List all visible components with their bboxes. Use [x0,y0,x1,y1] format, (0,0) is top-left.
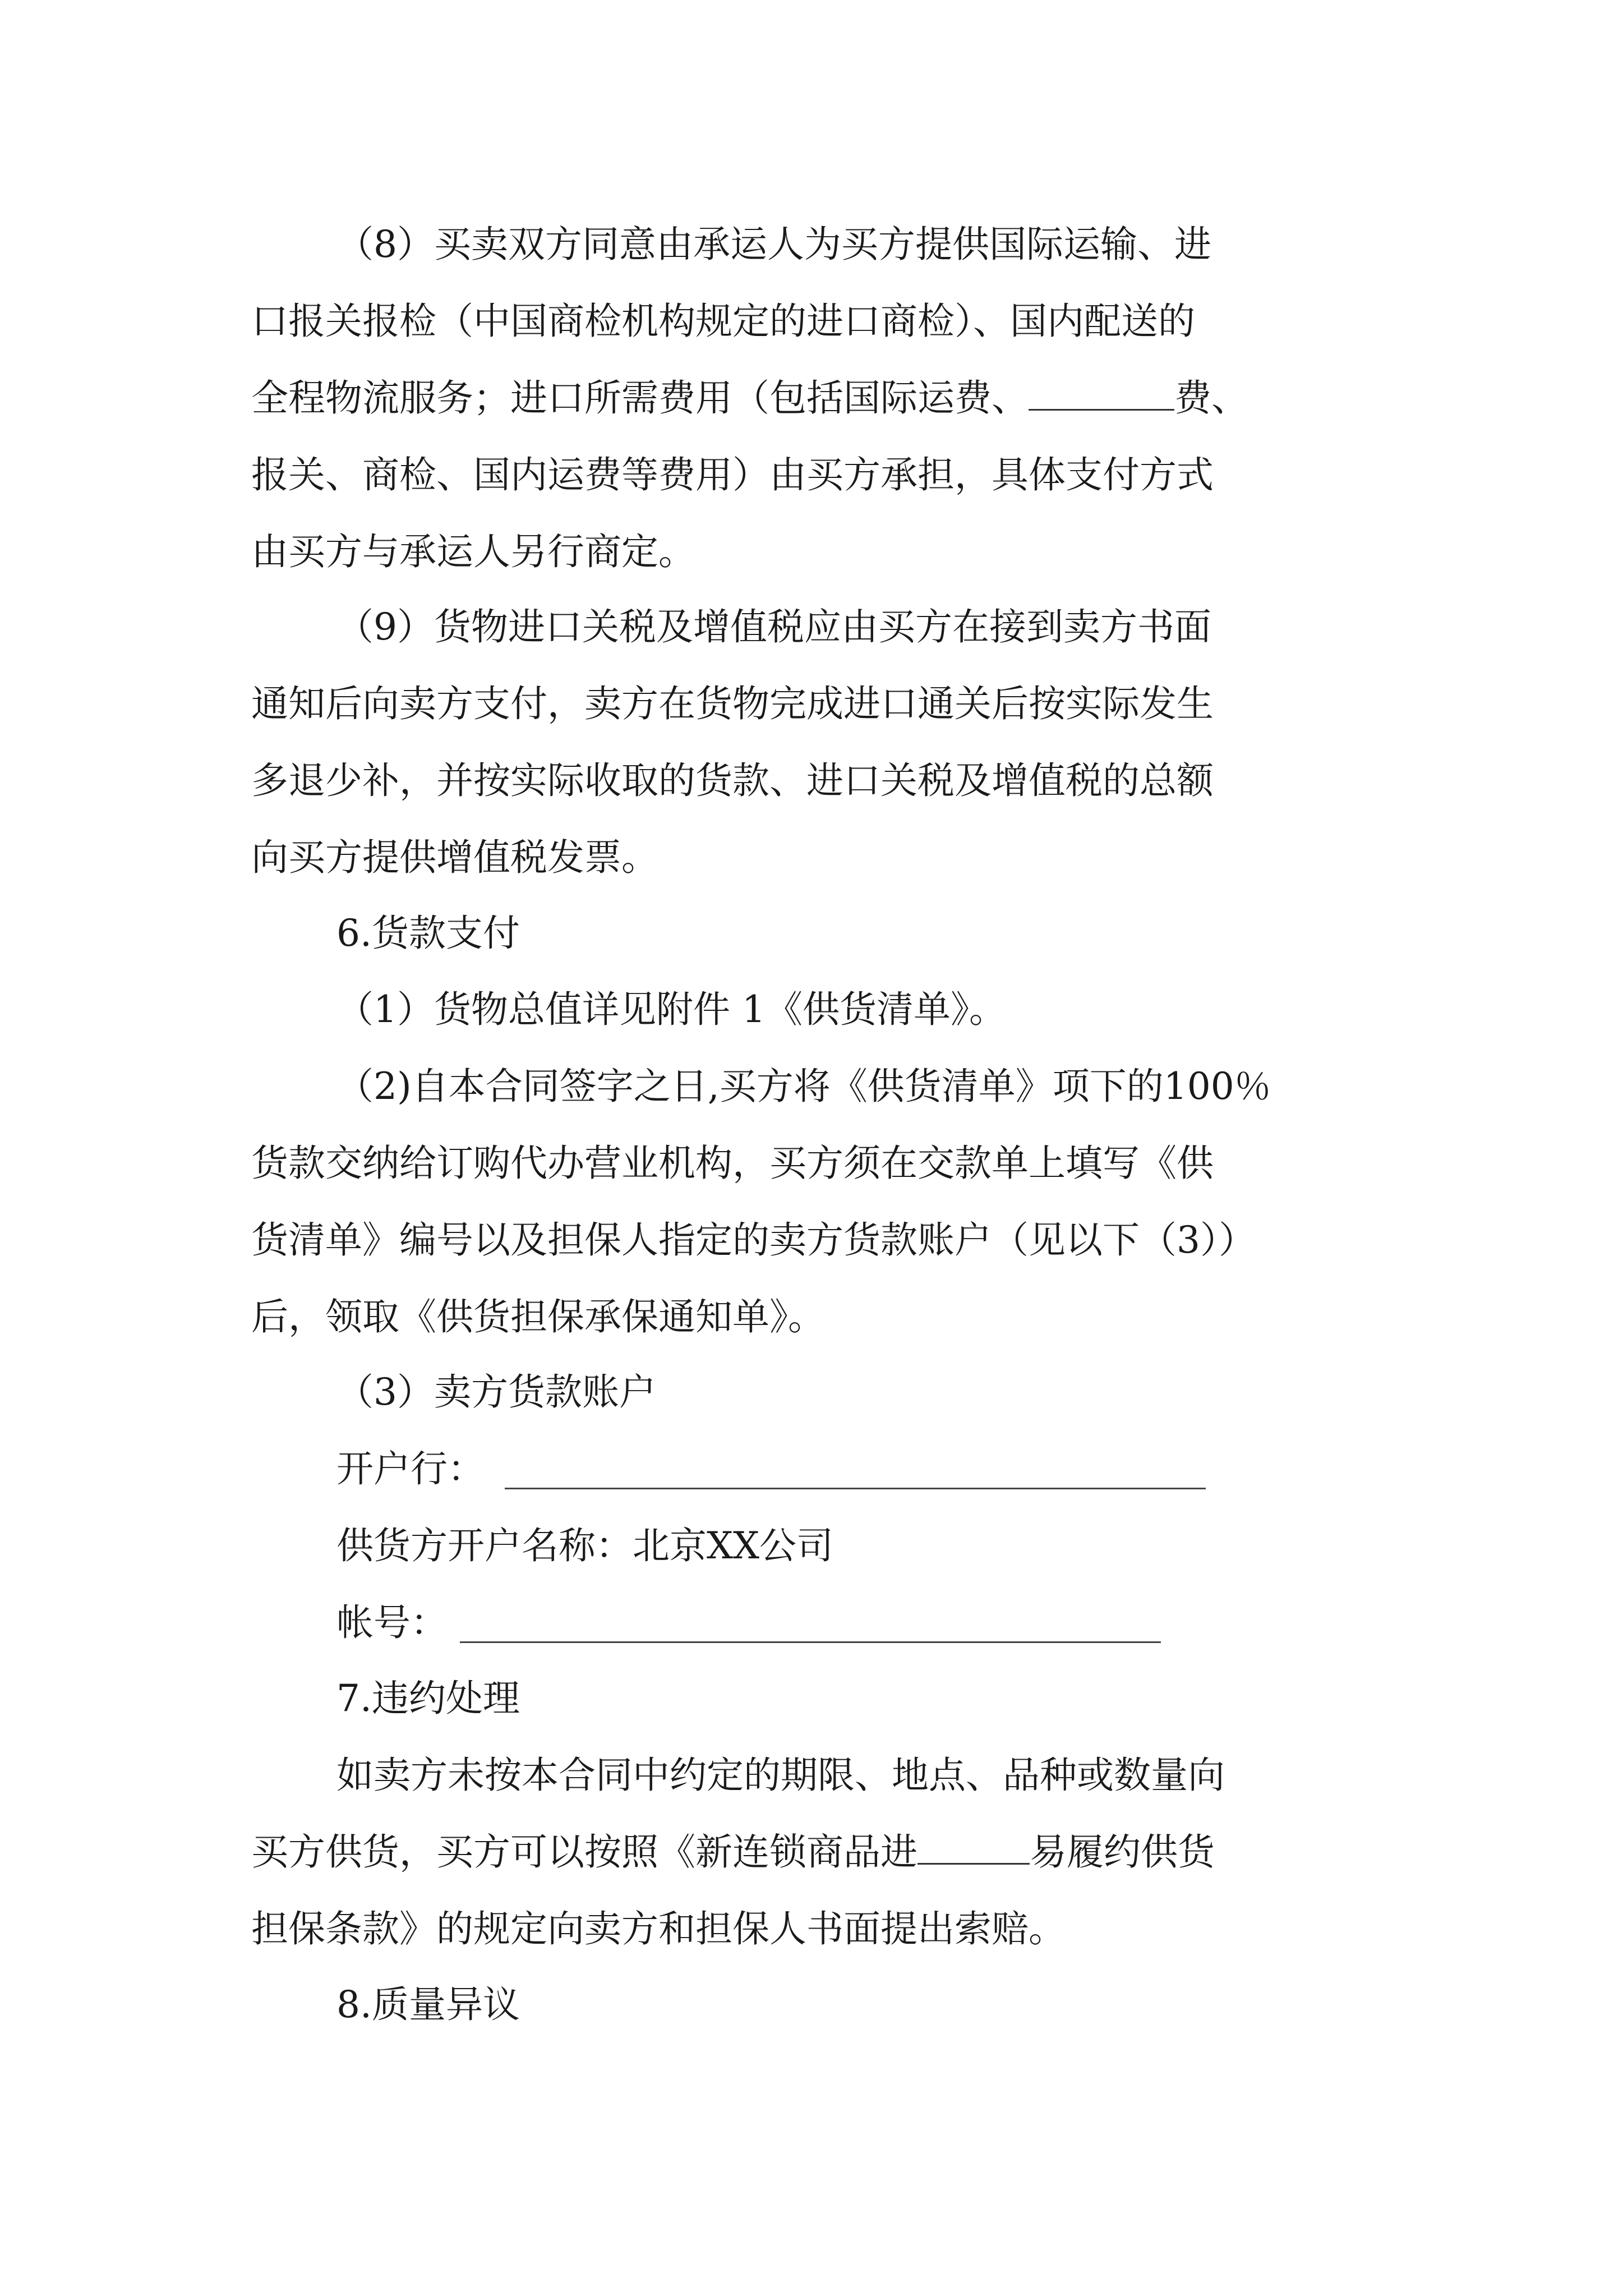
section6-heading: 6.货款支付 [336,912,520,955]
section7-line-1: 如卖方未按本合同中约定的期限、地点、品种或数量向 [336,1754,1225,1797]
account-name-label: 供货方开户名称： [336,1524,633,1567]
item8-line-2: 口报关报检（中国商检机构规定的进口商检）、国内配送的 [251,300,1195,343]
item8-line-5: 由买方与承运人另行商定。 [251,530,695,573]
account-no-label: 帐号： [336,1601,448,1644]
section7-line-2 [251,1825,1215,1879]
item9-line-2: 通知后向卖方支付，卖方在货物完成进口通关后按实际发生 [251,682,1214,725]
item8-line-3-start: 全程物流服务；进口所需费用（包括国际运费、 [251,376,1029,420]
section7-line-3: 担保条款》的规定向卖方和担保人书面提出索赔。 [251,1907,1066,1950]
section7-line-2-end: 易履约供货 [1030,1830,1215,1874]
item8-line-3 [251,371,1248,425]
section6-para-2-line-4: 后，领取《供货担保承保通知单》。 [251,1295,825,1338]
section8-heading: 8.质量异议 [336,1983,520,2026]
section6-para-2-line-3: 货清单》编号以及担保人指定的卖方货款账户（见以下（3）） [251,1218,1256,1262]
section7-heading: 7.违约处理 [336,1677,520,1720]
section6-para-1: （1）货物总值详见附件 1《供货清单》。 [336,988,1006,1031]
section6-para-3: （3）卖方货款账户 [336,1370,656,1414]
section6-para-2-line-1: （2)自本合同签字之日,买方将《供货清单》项下的100％ [336,1065,1271,1108]
bank-field-line [505,1488,1206,1489]
trade-blank [917,1826,1030,1865]
item9-line-1: （9）货物进口关税及增值税应由买方在接到卖方书面 [336,605,1211,648]
section7-line-2-start: 买方供货，买方可以按照《新连锁商品进 [251,1830,917,1874]
item8-line-4: 报关、商检、国内运费等费用）由买方承担，具体支付方式 [251,453,1214,496]
item9-line-3: 多退少补，并按实际收取的货款、进口关税及增值税的总额 [251,759,1214,802]
bank-label: 开户行： [336,1447,485,1490]
fee-blank [1029,372,1174,411]
account-name-row [336,1519,833,1573]
item8-line-3-end: 费、 [1174,376,1248,420]
account-no-field-line [460,1641,1161,1643]
item9-line-4: 向买方提供增值税发票。 [251,836,658,879]
section6-para-2-line-2: 货款交纳给订购代办营业机构，买方须在交款单上填写《供 [251,1142,1214,1185]
account-name-value: 北京XX公司 [633,1524,833,1567]
item8-line-1: （8）买卖双方同意由承运人为买方提供国际运输、进 [336,223,1211,266]
